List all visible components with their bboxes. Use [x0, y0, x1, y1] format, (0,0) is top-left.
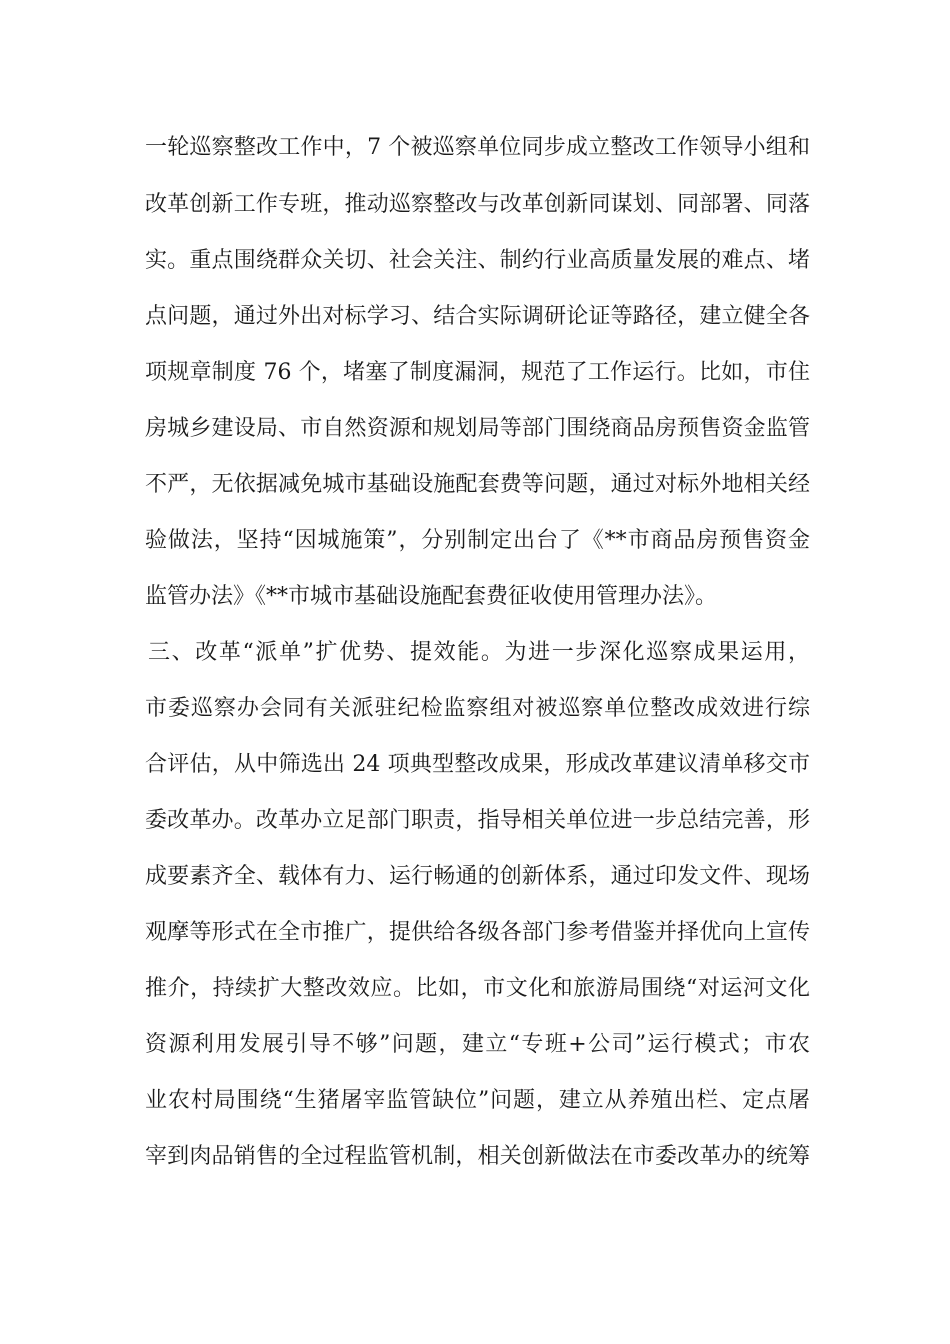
paragraph-1-line-2: 改革创新工作专班，推动巡察整改与改革创新同谋划、同部署、同落 [145, 192, 810, 217]
paragraph-1-line-4: 点问题，通过外出对标学习、结合实际调研论证等路径，建立健全各 [145, 304, 810, 329]
paragraph-1-line-5: 项规章制度 76 个，堵塞了制度漏洞，规范了工作运行。比如，市住 [145, 360, 810, 385]
paragraph-2-line-3: 合评估，从中筛选出 24 项典型整改成果，形成改革建议清单移交市 [145, 752, 810, 777]
paragraph-2-line-4: 委改革办。改革办立足部门职责，指导相关单位进一步总结完善，形 [145, 808, 810, 833]
paragraph-2-line-10: 宰到肉品销售的全过程监管机制，相关创新做法在市委改革办的统筹 [145, 1144, 810, 1169]
paragraph-2-line-9: 业农村局围绕“生猪屠宰监管缺位”问题，建立从养殖出栏、定点屠 [145, 1088, 810, 1113]
paragraph-2-line-7: 推介，持续扩大整改效应。比如，市文化和旅游局围绕“对运河文化 [145, 976, 810, 1001]
paragraph-2-line-5: 成要素齐全、载体有力、运行畅通的创新体系，通过印发文件、现场 [145, 864, 810, 889]
paragraph-1-line-6: 房城乡建设局、市自然资源和规划局等部门围绕商品房预售资金监管 [145, 416, 810, 441]
paragraph-2-line-2: 市委巡察办会同有关派驻纪检监察组对被巡察单位整改成效进行综 [145, 696, 810, 721]
paragraph-1-line-8: 验做法，坚持“因城施策”，分别制定出台了《**市商品房预售资金 [145, 528, 810, 553]
paragraph-1-line-1: 一轮巡察整改工作中，7 个被巡察单位同步成立整改工作领导小组和 [145, 135, 810, 160]
paragraph-1-line-7: 不严，无依据减免城市基础设施配套费等问题，通过对标外地相关经 [145, 472, 810, 497]
paragraph-1-line-9: 监管办法》《**市城市基础设施配套费征收使用管理办法》。 [145, 584, 718, 609]
paragraph-2-line-1: 三、改革“派单”扩优势、提效能。为进一步深化巡察成果运用， [148, 640, 810, 665]
paragraph-2-line-6: 观摩等形式在全市推广，提供给各级各部门参考借鉴并择优向上宣传 [145, 920, 810, 945]
paragraph-2-line-8: 资源利用发展引导不够”问题，建立“专班+公司”运行模式；市农 [145, 1032, 810, 1057]
paragraph-1-line-3: 实。重点围绕群众关切、社会关注、制约行业高质量发展的难点、堵 [145, 248, 810, 273]
